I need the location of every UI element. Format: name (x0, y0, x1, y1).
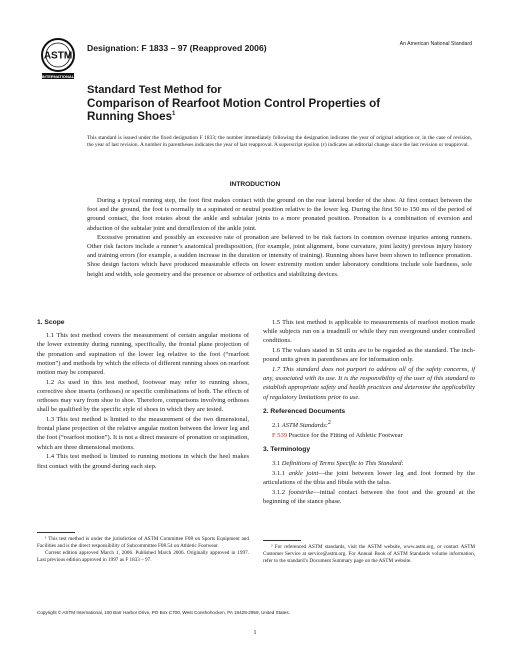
title-line-3-text: Running Shoes (87, 110, 173, 123)
copyright-notice: Copyright © ASTM International, 100 Barr Harbor Drive, PO Box C700, West Conshohocken, PA 19428-2959, United States. (37, 610, 290, 615)
section-2-1-text: ASTM Standards: (281, 422, 328, 430)
section-1-4: 1.4 This test method is limited to running motions in which the heel makes first contact with the ground during each step. (37, 453, 249, 470)
right-column (263, 318, 475, 507)
section-3-1-1 (263, 469, 475, 487)
referenced-documents-heading: 2. Referenced Documents (263, 407, 346, 415)
introduction-body (87, 196, 472, 279)
footnote-2: ² For referenced ASTM standards, visit the ASTM website, www.astm.org, or contact ASTM Customer Service at service@astm.org. For Annual Book of ASTM Standards volume information, refer to the standard’s Document Summary page on the ASTM website. (263, 544, 475, 565)
title-line-2: Comparison of Rearfoot Motion Control Properties of (87, 97, 381, 110)
section-3-1-text: Definitions of Terms Specific to This Standard: (281, 460, 404, 468)
document-title (87, 84, 417, 123)
section-1-3: 1.3 This test method is limited to the measurement of the two dimensional, frontal plane projection of the relative angular motion between the lower leg and the foot (“rearfoot motion”). It is not a direct measure of pronation or supination, which are three dimensional motions. (37, 416, 249, 451)
section-2-1 (263, 421, 475, 430)
section-1-6: 1.6 The values stated in SI units are to be regarded as the standard. The inch-pound units given in parentheses are for information only. (263, 347, 475, 364)
section-3-1-number: 3.1 (272, 460, 281, 468)
introduction-heading: INTRODUCTION (229, 181, 281, 188)
f539-title: Practice for the Fitting of Athletic Footwear (288, 431, 403, 439)
section-1-2: 1.2 As used in this test method, footwear may refer to running shoes, corrective shoe inserts (orthoses) or specific combinations of both. The effects of orthoses may vary from shoe to shoe. Therefore, comparisons involving orthoses shall be qualified by the specific style of shoes in which they are tested. (37, 378, 249, 414)
svg-text:ASTM: ASTM (43, 50, 73, 62)
section-3-1 (263, 459, 475, 468)
footnotes-left (37, 536, 249, 564)
left-column (37, 318, 249, 471)
section-1-7: 1.7 This standard does not purport to address all of the safety concerns, if any, associated with its use. It is the responsibility of the user of this standard to establish appropriate safety and health practices and determine the applicability of regulatory limitations prior to use. (263, 366, 475, 401)
section-1-5: 1.5 This test method is applicable to measurements of rearfoot motion made while subjects run on a treadmill or while they run overground under controlled conditions. (263, 319, 475, 345)
scope-heading: 1. Scope (37, 319, 65, 326)
section-3-1-2 (263, 488, 475, 506)
footnote-2-mark: 2 (327, 419, 331, 426)
svg-text:INTERNATIONAL: INTERNATIONAL (41, 73, 75, 79)
title-line-1: Standard Test Method for (87, 84, 222, 96)
footnote-1: ¹ This test method is under the jurisdiction of ASTM Committee F08 on Sports Equipment and Facilities and is the direct responsibility of Subcommittee F08.54 on Athletic Footwear. (37, 536, 249, 550)
footnote-1-edition: Current edition approved March 1, 2006. Published March 2006. Originally approved in 1997. Last previous edition approved in 1997 as F 1833 – 97. (37, 550, 249, 564)
terminology-heading: 3. Terminology (263, 445, 311, 453)
footnote-rule-left (37, 532, 75, 533)
section-3-1-2-number: 3.1.2 (272, 488, 285, 496)
designation: Designation: F 1833 – 97 (Reapproved 2006) (87, 43, 267, 53)
referenced-standard-f539 (263, 431, 475, 440)
footnotes-right (263, 544, 475, 565)
section-1-1: 1.1 This test method covers the measurement of certain angular motions of the lower extremity during running, specifically, the frontal plane projection of the pronation and supination of the lower leg relative to the foot (“rearfoot motion”) and methods by which the effects of different running shoes on rearfoot motion may be compared. (37, 332, 249, 377)
section-2-1-number: 2.1 (272, 422, 281, 430)
title-footnote-mark: 1 (172, 111, 176, 118)
standard-issuance-note: This standard is issued under the fixed designation F 1833; the number immediately following the designation indicates the year of original adoption or, in the case of revision, the year of last revision. A number in parentheses indicates the year of last reapproval. A superscript epsilon (ε) indicates an editorial change since the last revision or reapproval. (87, 135, 472, 149)
definition-footstrike: —initial contact between the foot and the ground at the beginning of the stance phase. (263, 488, 475, 505)
american-national-standard: An American National Standard (399, 41, 472, 47)
page-number: 1 (253, 629, 257, 636)
footnote-rule-right (263, 540, 301, 541)
title-line-3 (87, 110, 417, 123)
f539-link[interactable]: F 539 (272, 431, 287, 439)
astm-logo (38, 36, 78, 82)
introduction-paragraph-1: During a typical running step, the foot first makes contact with the ground on the rear lateral border of the shoe. At first contact between the foot and the ground, the foot is normally in a supinated or neutral position relative to the lower leg. During the first 50 to 150 ms of the period of ground contact, the foot rotates about the ankle and subtalar joints to a more pronated position. Pronation is a combination of eversion and abduction of the subtalar joint and dorsiflexion of the ankle joint. (87, 197, 472, 232)
definition-ankle-joint: —the joint between lower leg and foot formed by the articulations of the tibia and fibula with the talus. (263, 469, 476, 487)
term-footstrike: footstrike (288, 488, 314, 496)
section-3-1-1-number: 3.1.1 (272, 469, 285, 477)
term-ankle-joint: ankle joint (288, 469, 319, 477)
introduction-paragraph-2: Excessive pronation and possibly an excessive rate of pronation are believed to be risk factors in common overuse injuries among runners. Other risk factors include a runner’s anatomical predisposition, (for example, joint alignment, bone curvature, joint laxity) previous injury history and training errors (for example, a sudden increase in the duration or intensity of training). Running shoes have been shown to influence pronation. Shoe design factors which have produced measurable effects on lower extremity motion under laboratory conditions include sole hardness, sole height and width, sole geometry and the presence or absence of orthotics and stabilizing devices. (87, 233, 472, 278)
